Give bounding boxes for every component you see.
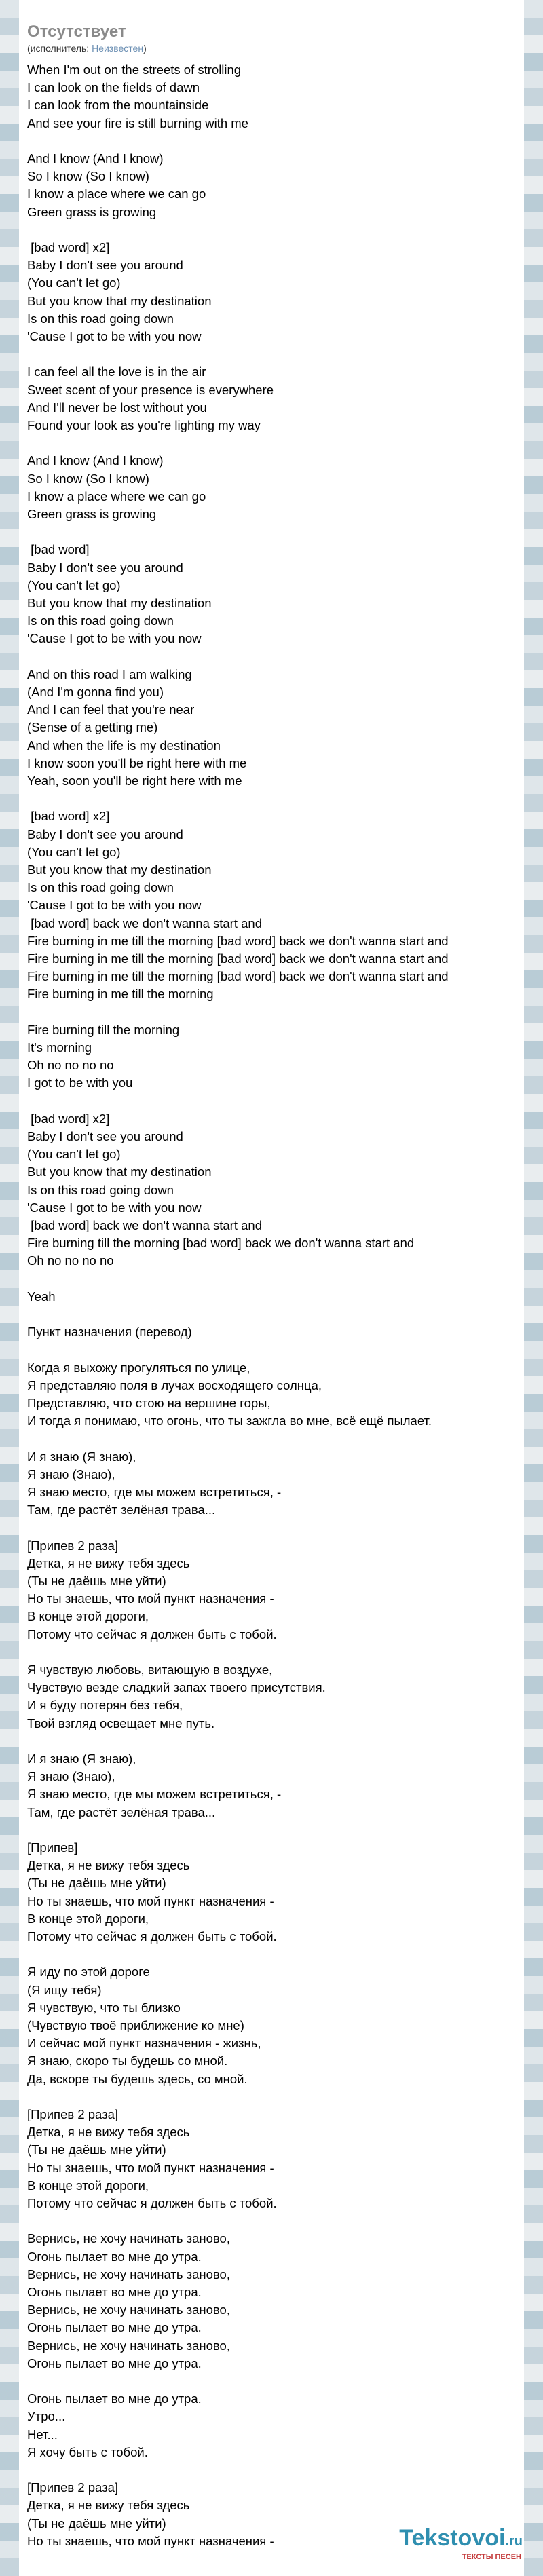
lyric-line: I can look from the mountainside — [27, 98, 209, 113]
lyric-line: И я знаю (Я знаю), — [27, 1449, 136, 1464]
lyric-line: И я буду потерян без тебя, — [27, 1698, 183, 1713]
lyric-line: Огонь пылает во мне до утра. — [27, 2391, 202, 2406]
lyric-line: Но ты знаешь, что мой пункт назначения - — [27, 2160, 274, 2175]
lyric-line: Is on this road going down — [27, 880, 174, 895]
lyric-line: Я знаю место, где мы можем встретиться, - — [27, 1485, 282, 1500]
lyric-line: Found your look as you're lighting my way — [27, 418, 261, 433]
lyric-line: И я знаю (Я знаю), — [27, 1751, 136, 1766]
lyric-line: (Ты не даёшь мне уйти) — [27, 1574, 166, 1589]
lyric-line: Но ты знаешь, что мой пункт назначения - — [27, 2533, 274, 2548]
lyric-line: (Ты не даёшь мне уйти) — [27, 2516, 166, 2531]
lyric-line: Is on this road going down — [27, 1182, 174, 1197]
lyric-line: Fire burning in me till the morning [bad word] back we don't wanna start and — [27, 969, 449, 984]
lyric-line: Я чувствую любовь, витающую в воздухе, — [27, 1663, 273, 1678]
lyric-line: And when the life is my destination — [27, 738, 221, 753]
lyric-line: Я знаю (Знаю), — [27, 1466, 115, 1481]
lyric-line: Я хочу быть с тобой. — [27, 2444, 148, 2459]
lyric-line — [27, 1270, 516, 1288]
lyric-line: I got to be with you — [27, 1076, 133, 1091]
lyric-line: [bad word] x2] — [27, 240, 110, 254]
left-decorative-stripes — [0, 0, 19, 2576]
lyric-line: Baby I don't see you around — [27, 258, 183, 273]
lyric-line: Fire burning till the morning [bad word] back we don't wanna start and — [27, 1236, 415, 1251]
lyric-line: So I know (So I know) — [27, 471, 149, 486]
lyric-line: Представляю, что стою на вершине горы, — [27, 1396, 271, 1411]
lyric-line: В конце этой дороги, — [27, 1609, 149, 1624]
artist-line — [27, 42, 516, 54]
lyric-line — [27, 1732, 516, 1750]
lyric-line — [27, 1004, 516, 1021]
lyric-line: When I'm out on the streets of strolling — [27, 62, 242, 77]
lyric-line — [27, 2372, 516, 2390]
lyric-line: [bad word] back we don't wanna start and — [27, 915, 262, 930]
lyric-line: Твой взгляд освещает мне путь. — [27, 1716, 215, 1730]
lyric-line: I know a place where we can go — [27, 187, 206, 202]
lyric-line: Is on this road going down — [27, 311, 174, 326]
lyric-line: And I'll never be lost without you — [27, 400, 207, 415]
lyrics-text — [27, 61, 516, 2550]
lyric-line: И сейчас мой пункт назначения - жизнь, — [27, 2036, 261, 2051]
lyric-line: [Припев] — [27, 1840, 78, 1855]
lyric-line: But you know that my destination — [27, 293, 212, 308]
lyric-line: Я знаю, скоро ты будешь со мной. — [27, 2053, 228, 2068]
lyric-line: Детка, я не вижу тебя здесь — [27, 1858, 190, 1873]
lyric-line: Потому что сейчас я должен быть с тобой. — [27, 1627, 277, 1642]
lyric-line: And I know (And I know) — [27, 453, 164, 468]
lyric-line: (Sense of a getting me) — [27, 720, 158, 735]
song-title: Отсутствует — [27, 22, 126, 41]
lyric-line: So I know (So I know) — [27, 169, 149, 184]
lyric-line: Я иду по этой дороге — [27, 1965, 150, 1980]
lyric-line — [27, 1093, 516, 1110]
site-logo — [399, 2526, 523, 2561]
lyric-line: И тогда я понимаю, что огонь, что ты зажгла во мне, всё ещё пылает. — [27, 1414, 432, 1428]
lyric-line: 'Cause I got to be with you now — [27, 1200, 202, 1215]
lyric-line: [Припев 2 раза] — [27, 2480, 119, 2495]
lyric-line — [27, 1946, 516, 1963]
lyric-line: Там, где растёт зелёная трава... — [27, 1502, 216, 1517]
lyric-line — [27, 221, 516, 239]
lyric-line: And on this road I am walking — [27, 666, 192, 681]
lyric-line: Fire burning in me till the morning [bad word] back we don't wanna start and — [27, 951, 449, 966]
artist-suffix: ) — [143, 43, 147, 54]
lyric-line: В конце этой дороги, — [27, 2178, 149, 2193]
lyric-line: Потому что сейчас я должен быть с тобой. — [27, 2196, 277, 2211]
lyric-line — [27, 132, 516, 150]
lyric-line: Fire burning in me till the morning [bad word] back we don't wanna start and — [27, 933, 449, 948]
lyric-line: Yeah, soon you'll be right here with me — [27, 774, 242, 789]
lyric-line: Да, вскоре ты будешь здесь, со мной. — [27, 2071, 248, 2086]
lyric-line: (Я ищу тебя) — [27, 1982, 102, 1997]
lyric-line: Sweet scent of your presence is everywhere — [27, 382, 274, 397]
lyric-line: Yeah — [27, 1289, 56, 1304]
lyric-line: And I know (And I know) — [27, 151, 164, 166]
lyric-line: Fire burning till the morning — [27, 1022, 180, 1037]
lyric-line — [27, 790, 516, 808]
lyric-line — [27, 1644, 516, 1661]
lyric-line: I know a place where we can go — [27, 489, 206, 504]
lyric-line: Огонь пылает во мне до утра. — [27, 2355, 202, 2370]
lyric-line: Там, где растёт зелёная трава... — [27, 1804, 216, 1819]
lyric-line: I can feel all the love is in the air — [27, 364, 206, 379]
right-decorative-stripes — [524, 0, 543, 2576]
lyric-line — [27, 1430, 516, 1447]
lyric-line: Когда я выхожу прогуляться по улице, — [27, 1360, 250, 1375]
lyric-line: 'Cause I got to be with you now — [27, 898, 202, 913]
lyric-line: (You can't let go) — [27, 577, 121, 592]
logo-brand: Tekstovoi — [399, 2525, 506, 2551]
lyric-line: Baby I don't see you around — [27, 827, 183, 841]
lyric-line: [bad word] x2] — [27, 1111, 110, 1126]
lyric-line — [27, 2212, 516, 2230]
lyric-line — [27, 434, 516, 452]
lyric-line: Пункт назначения (перевод) — [27, 1325, 192, 1340]
lyric-line: Вернись, не хочу начинать заново, — [27, 2303, 230, 2317]
lyric-line: Вернись, не хочу начинать заново, — [27, 2267, 230, 2281]
lyric-line: Огонь пылает во мне до утра. — [27, 2285, 202, 2300]
lyric-line: Fire burning in me till the morning — [27, 987, 214, 1002]
lyric-line: Я знаю место, где мы можем встретиться, - — [27, 1787, 282, 1802]
lyric-line: (You can't let go) — [27, 844, 121, 859]
lyric-line: And I can feel that you're near — [27, 702, 195, 717]
lyric-line — [27, 1341, 516, 1359]
lyric-line — [27, 2461, 516, 2479]
lyric-line — [27, 2088, 516, 2106]
lyric-line: 'Cause I got to be with you now — [27, 631, 202, 646]
logo-tagline: ТЕКСТЫ ПЕСЕН — [462, 2553, 521, 2561]
lyric-line: Детка, я не вижу тебя здесь — [27, 2125, 190, 2140]
lyric-line: Вернись, не хочу начинать заново, — [27, 2338, 230, 2353]
lyric-line: В конце этой дороги, — [27, 1911, 149, 1926]
lyric-line: Oh no no no no — [27, 1058, 114, 1073]
lyric-line: Огонь пылает во мне до утра. — [27, 2320, 202, 2335]
lyric-line: I can look on the fields of dawn — [27, 80, 200, 95]
lyric-line: I know soon you'll be right here with me — [27, 755, 247, 770]
lyric-line: Вернись, не хочу начинать заново, — [27, 2231, 230, 2246]
lyric-line: (You can't let go) — [27, 276, 121, 290]
lyric-line: 'Cause I got to be with you now — [27, 329, 202, 344]
lyric-line: But you know that my destination — [27, 863, 212, 877]
lyric-line: Green grass is growing — [27, 507, 157, 522]
lyric-line: And see your fire is still burning with me — [27, 115, 248, 130]
lyric-line: Нет... — [27, 2427, 58, 2442]
lyric-line: Я представляю поля в лучах восходящего солнца, — [27, 1378, 322, 1393]
lyric-line: (Чувствую твоё приближение ко мне) — [27, 2018, 244, 2033]
lyric-line: Но ты знаешь, что мой пункт назначения - — [27, 1591, 274, 1606]
lyric-line — [27, 1821, 516, 1839]
lyric-line: Is on this road going down — [27, 613, 174, 628]
lyric-line: But you know that my destination — [27, 1164, 212, 1179]
lyric-line — [27, 1306, 516, 1323]
lyric-line: [Припев 2 раза] — [27, 1538, 119, 1553]
lyric-line: (And I'm gonna find you) — [27, 685, 164, 700]
lyric-line: (Ты не даёшь мне уйти) — [27, 1876, 166, 1891]
artist-link[interactable]: Неизвестен — [92, 43, 144, 54]
lyric-line: Чувствую везде сладкий запах твоего присутствия. — [27, 1680, 326, 1695]
lyric-line: Но ты знаешь, что мой пункт назначения - — [27, 1893, 274, 1908]
lyric-line: But you know that my destination — [27, 596, 212, 611]
logo-tld: .ru — [505, 2534, 523, 2549]
lyric-line: [Припев 2 раза] — [27, 2107, 119, 2122]
lyric-line — [27, 523, 516, 541]
lyric-line — [27, 1519, 516, 1536]
lyric-line: Огонь пылает во мне до утра. — [27, 2249, 202, 2264]
lyric-line: [bad word] x2] — [27, 809, 110, 824]
lyric-line: Baby I don't see you around — [27, 560, 183, 575]
lyric-line: Потому что сейчас я должен быть с тобой. — [27, 1929, 277, 1944]
lyric-line: Детка, я не вижу тебя здесь — [27, 1555, 190, 1570]
lyric-line: Oh no no no no — [27, 1253, 114, 1268]
lyric-line: (Ты не даёшь мне уйти) — [27, 2142, 166, 2157]
lyric-line: Я чувствую, что ты близко — [27, 2000, 181, 2015]
lyric-line: Green grass is growing — [27, 204, 157, 219]
lyric-line: (You can't let go) — [27, 1147, 121, 1162]
lyric-line: [bad word] — [27, 542, 90, 557]
lyric-line: It's morning — [27, 1040, 92, 1055]
lyric-line: Baby I don't see you around — [27, 1129, 183, 1144]
lyric-line: [bad word] back we don't wanna start and — [27, 1218, 262, 1233]
artist-prefix: (исполнитель: — [27, 43, 92, 54]
lyric-line — [27, 648, 516, 666]
lyric-line: Утро... — [27, 2409, 66, 2424]
lyric-line: Я знаю (Знаю), — [27, 1769, 115, 1784]
lyric-line: Детка, я не вижу тебя здесь — [27, 2498, 190, 2513]
lyric-line — [27, 345, 516, 363]
lyrics-page — [27, 22, 516, 2550]
